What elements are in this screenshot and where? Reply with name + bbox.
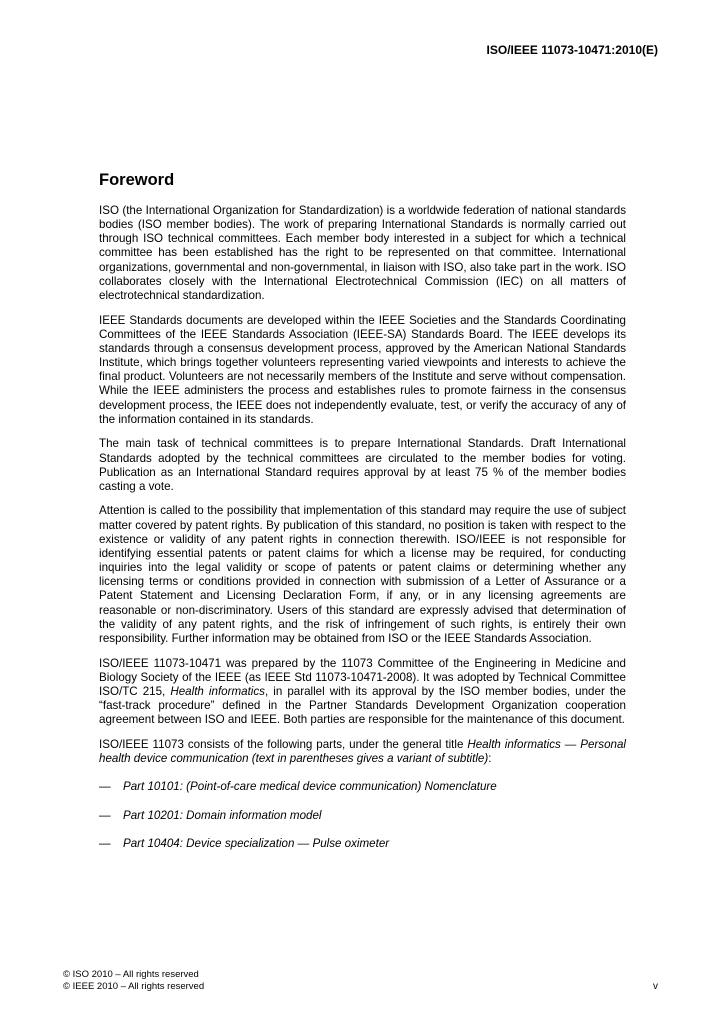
paragraph-patent-rights: Attention is called to the possibility that implementation of this standard may require the use of subject matter covered by patent rights. By publication of this standard, no position is taken with respect to the existence or validity of any patent rights in connection therewith. ISO/IEEE is not responsible for identifying essential patents or patent claims for which a license may be required, for conducting inquiries into the legal validity or scope of patents or patent claims or determining whether any licensing terms or conditions provided in connection with submission of a Letter of Assurance or a Patent Statement and Licensing Declaration Form, if any, or in any licensing agreements are reasonable or non-discriminatory. Users of this standard are expressly advised that determination of the validity of any patent rights, and the risk of infringement of such rights, is entirely their own responsibility. Further information may be obtained from ISO or the IEEE Standards Association. [99, 504, 626, 645]
paragraph-ieee: IEEE Standards documents are developed within the IEEE Societies and the Standards Coordinating Committees of the IEEE Standards Association (IEEE-SA) Standards Board. The IEEE develops its standards through a consensus development process, approved by the American National Standards Institute, which brings together volunteers representing varied viewpoints and interests to achieve the final product. Volunteers are not necessarily members of the Institute and serve without compensation. While the IEEE administers the process and establishes rules to promote fairness in the consensus development process, the IEEE does not independently evaluate, test, or verify the accuracy of any of the information contained in its standards. [99, 313, 626, 426]
paragraph-main-task: The main task of technical committees is to prepare International Standards. Draft International Standards adopted by the technical committees are circulated to the member bodies for voting. Publication as an International Standard requires approval by at least 75 % of the member bodies casting a vote. [99, 437, 626, 493]
parts-intro-text-2: : [488, 751, 492, 765]
list-dash: — [99, 780, 111, 794]
foreword-title: Foreword [99, 171, 175, 189]
preparation-text-2: , in parallel with its approval by the ISO member bodies, under the “fast-track procedure” defined in the Partner Standards Development Organization cooperation agreement between ISO and IEEE. Both parties are responsible for the maintenance of this document. [99, 684, 626, 727]
list-dash: — [99, 837, 111, 851]
parts-list [99, 780, 626, 851]
parts-intro-italic: Health informatics — Personal health device communication (text in parentheses gives a variant of subtitle) [99, 737, 627, 765]
paragraph-preparation [99, 657, 626, 728]
copyright-ieee: © IEEE 2010 – All rights reserved [63, 981, 205, 992]
paragraph-iso: ISO (the International Organization for Standardization) is a worldwide federation of national standards bodies (ISO member bodies). The work of preparing International Standards is normally carried out through ISO technical committees. Each member body interested in a subject for which a technical committee has been established has the right to be represented on that committee. International organizations, governmental and non-governmental, in liaison with ISO, also take part in the work. ISO collaborates closely with the International Electrotechnical Commission (IEC) on all matters of electrotechnical standardization. [99, 204, 626, 302]
list-dash: — [99, 808, 111, 822]
list-item-text: Part 10404: Device specialization — Pulse oximeter [123, 837, 390, 851]
list-item-text: Part 10201: Domain information model [123, 808, 322, 822]
list-item [99, 809, 626, 823]
document-header-id: ISO/IEEE 11073-10471:2010(E) [486, 43, 658, 57]
copyright-iso: © ISO 2010 – All rights reserved [63, 969, 199, 980]
preparation-text-1: ISO/IEEE 11073-10471 was prepared by the 11073 Committee of the Engineering in Medicine and Biology Society of the IEEE (as IEEE Std 11073-10471-2008). It was adopted by Technical Committee ISO/TC 215, [99, 656, 626, 698]
list-item [99, 837, 626, 851]
paragraph-parts-intro [99, 738, 626, 766]
list-item [99, 780, 626, 794]
parts-intro-text-1: ISO/IEEE 11073 consists of the following parts, under the general title [99, 737, 468, 751]
foreword-section [99, 170, 626, 866]
page-number: v [653, 981, 658, 992]
preparation-italic: Health informatics [170, 684, 265, 698]
footer-copyright [63, 969, 204, 993]
list-item-text: Part 10101: (Point-of-care medical device communication) Nomenclature [123, 780, 497, 794]
